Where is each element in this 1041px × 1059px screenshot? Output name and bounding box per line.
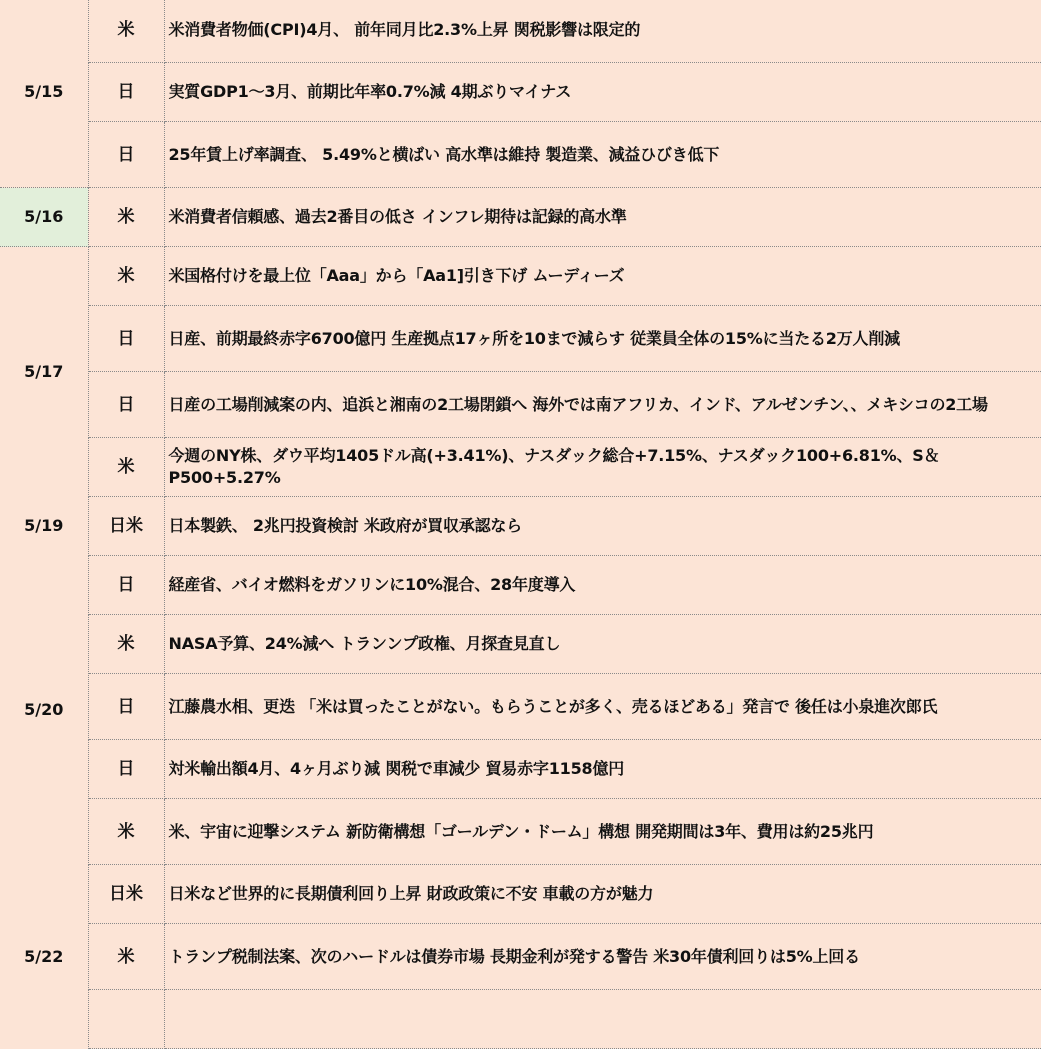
country-cell: 日 (88, 306, 164, 372)
country-cell: 米 (88, 799, 164, 865)
table-row (0, 615, 1041, 674)
country-cell: 米 (88, 615, 164, 674)
headline-cell: 対米輸出額4月、4ヶ月ぶり減 関税で車減少 貿易赤字1158億円 (164, 740, 1041, 799)
country-cell: 日 (88, 556, 164, 615)
table-row (0, 924, 1041, 990)
country-cell: 日米 (88, 497, 164, 556)
table-row (0, 0, 1041, 63)
headline-cell: NASA予算、24%減へ トランンプ政権、月探査見直し (164, 615, 1041, 674)
country-cell: 米 (88, 924, 164, 990)
date-cell: 5/17 (0, 247, 88, 497)
headline-cell: 米、宇宙に迎撃システム 新防衛構想「ゴールデン・ドーム」構想 開発期間は3年、費用は約25兆円 (164, 799, 1041, 865)
table-row (0, 188, 1041, 247)
table-row (0, 799, 1041, 865)
date-cell: 5/16 (0, 188, 88, 247)
headline-cell: 経産省、バイオ燃料をガソリンに10%混合、28年度導入 (164, 556, 1041, 615)
headline-cell: 今週のNY株、ダウ平均1405ドル高(+3.41%)、ナスダック総合+7.15%、ナスダック100+6.81%、S＆P500+5.27% (164, 438, 1041, 497)
table-row (0, 247, 1041, 306)
country-cell: 日 (88, 372, 164, 438)
table-row (0, 122, 1041, 188)
country-cell: 日 (88, 674, 164, 740)
date-cell: 5/22 (0, 865, 88, 1049)
date-cell: 5/19 (0, 497, 88, 556)
table-row (0, 865, 1041, 924)
table-row (0, 674, 1041, 740)
headline-cell: トランプ税制法案、次のハードルは債券市場 長期金利が発する警告 米30年債利回りは5%上回る (164, 924, 1041, 990)
date-cell: 5/20 (0, 556, 88, 865)
headline-cell (164, 990, 1041, 1049)
country-cell: 米 (88, 188, 164, 247)
country-cell (88, 990, 164, 1049)
headline-cell: 25年賃上げ率調査、 5.49%と横ばい 高水準は維持 製造業、減益ひびき低下 (164, 122, 1041, 188)
table-row (0, 497, 1041, 556)
headline-cell: 米国格付けを最上位「Aaa」から「Aa1]引き下げ ムーディーズ (164, 247, 1041, 306)
country-cell: 日米 (88, 865, 164, 924)
table-row (0, 306, 1041, 372)
headline-cell: 実質GDP1～3月、前期比年率0.7%減 4期ぶりマイナス (164, 63, 1041, 122)
table-row (0, 740, 1041, 799)
country-cell: 日 (88, 740, 164, 799)
country-cell: 米 (88, 438, 164, 497)
headline-cell: 日産、前期最終赤字6700億円 生産拠点17ヶ所を10まで減らす 従業員全体の15%に当たる2万人削減 (164, 306, 1041, 372)
headline-cell: 日米など世界的に長期債利回り上昇 財政政策に不安 車載の方が魅力 (164, 865, 1041, 924)
headline-cell: 米消費者信頼感、過去2番目の低さ インフレ期待は記録的高水準 (164, 188, 1041, 247)
country-cell: 日 (88, 122, 164, 188)
date-cell: 5/15 (0, 0, 88, 188)
table-row (0, 63, 1041, 122)
table-row (0, 556, 1041, 615)
table-row (0, 990, 1041, 1049)
headline-cell: 江藤農水相、更迭 「米は買ったことがない。もらうことが多く、売るほどある」発言で 後任は小泉進次郎氏 (164, 674, 1041, 740)
table-row (0, 372, 1041, 438)
table-row (0, 438, 1041, 497)
headline-cell: 日産の工場削減案の内、追浜と湘南の2工場閉鎖へ 海外では南アフリカ、インド、アルゼンチン、、メキシコの2工場 (164, 372, 1041, 438)
country-cell: 米 (88, 0, 164, 63)
headline-cell: 日本製鉄、 2兆円投資検討 米政府が買収承認なら (164, 497, 1041, 556)
country-cell: 米 (88, 247, 164, 306)
headline-cell: 米消費者物価(CPI)4月、 前年同月比2.3%上昇 関税影響は限定的 (164, 0, 1041, 63)
country-cell: 日 (88, 63, 164, 122)
